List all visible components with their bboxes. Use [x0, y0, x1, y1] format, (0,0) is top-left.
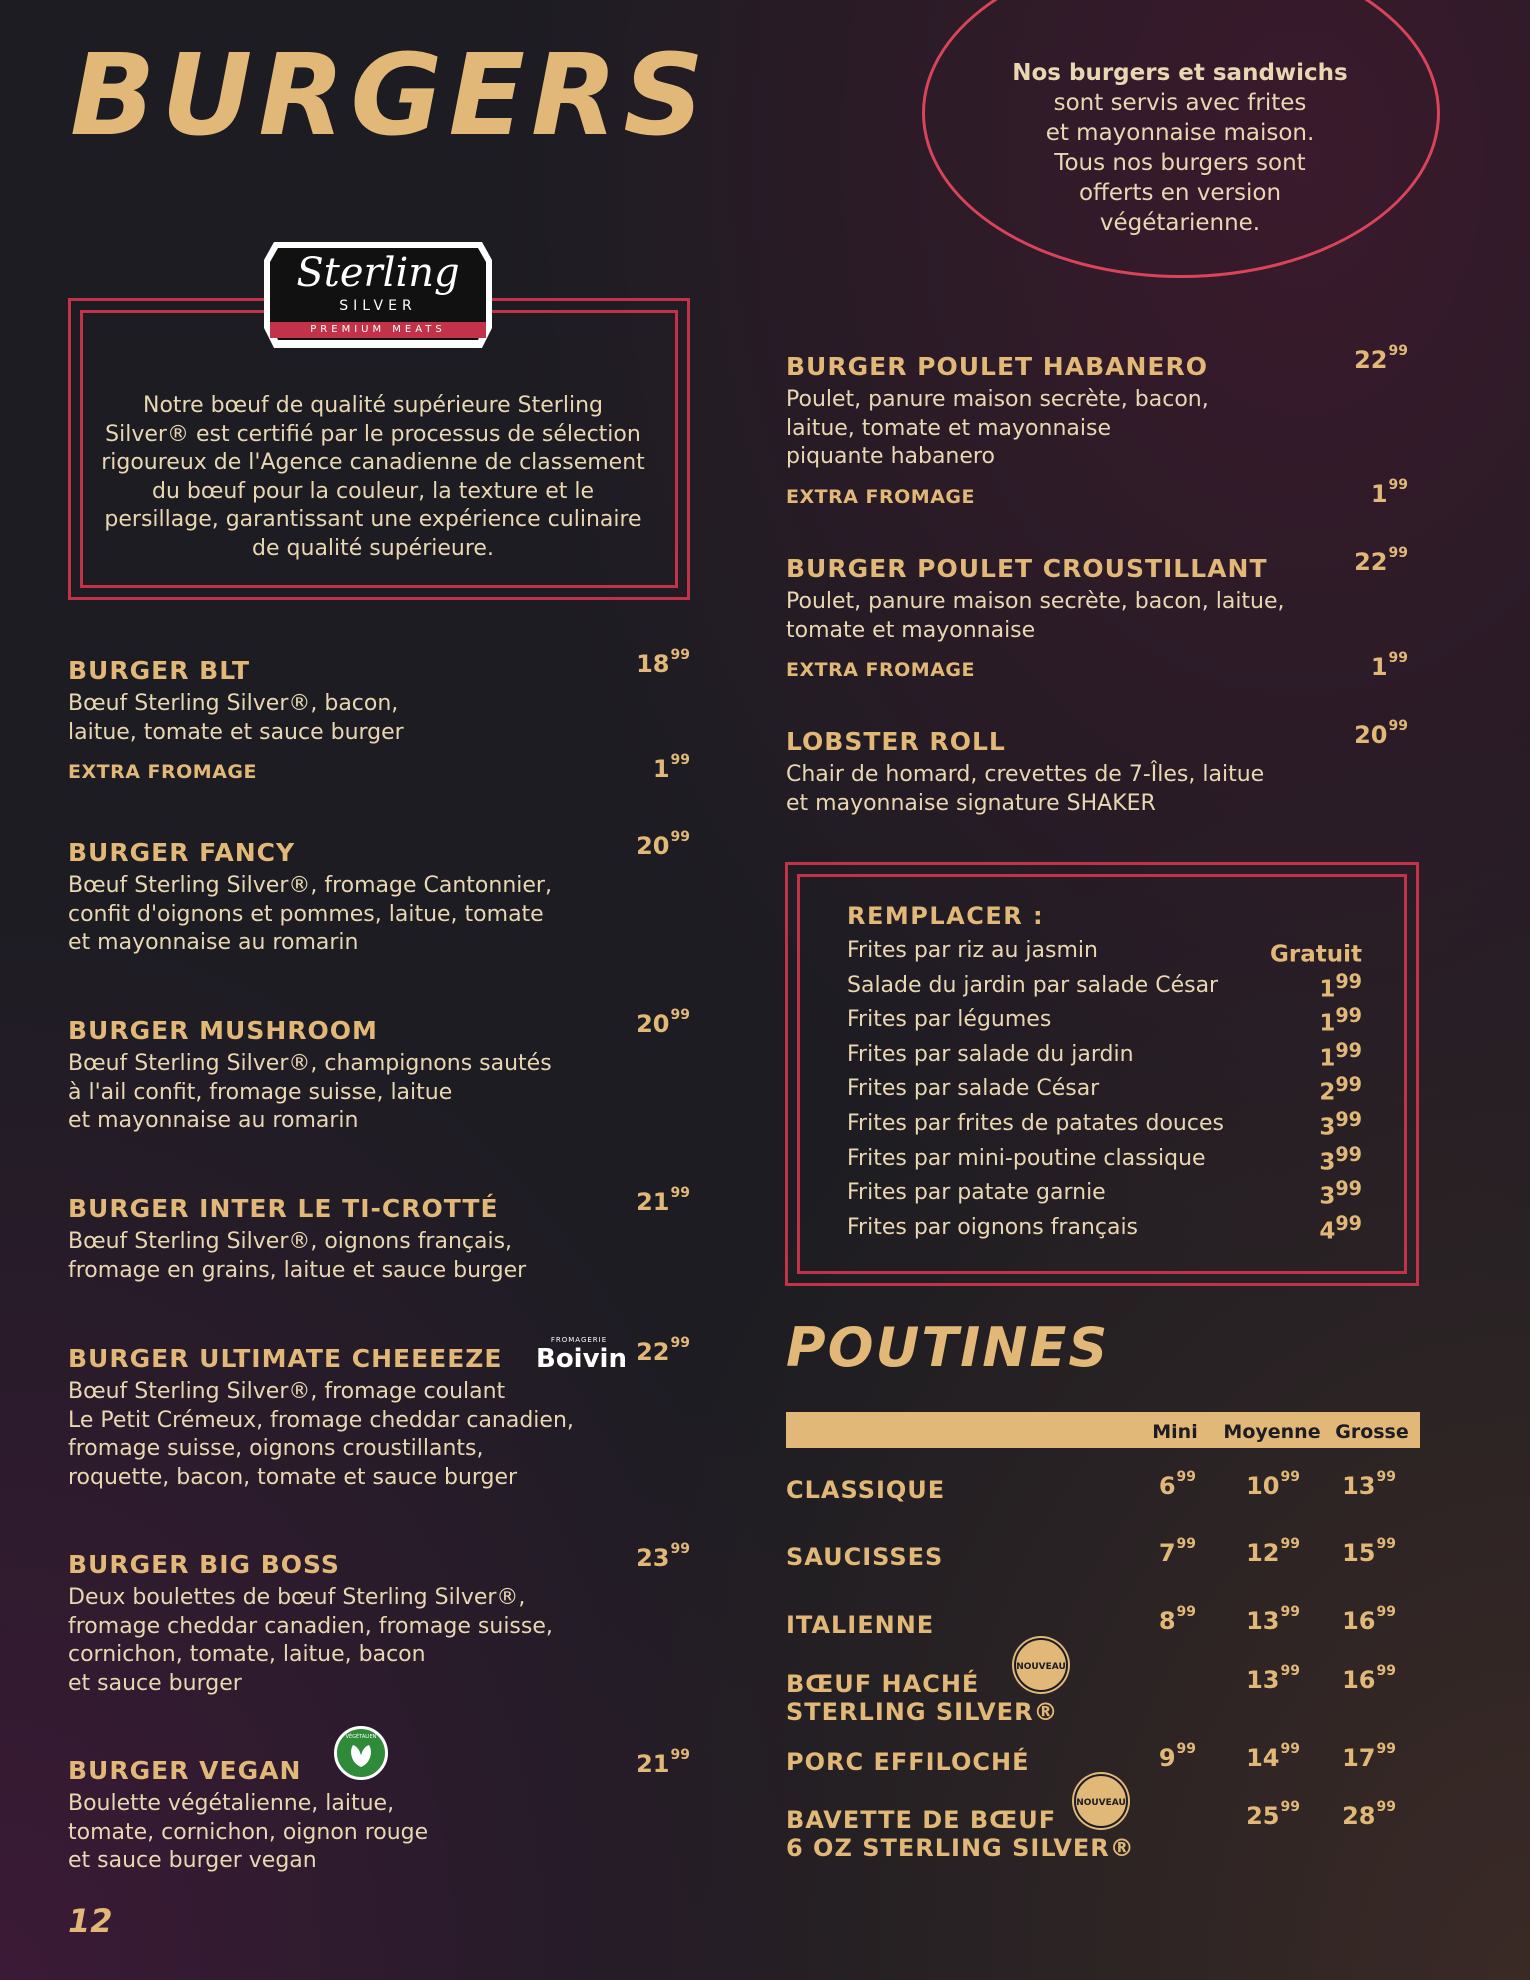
price-moyenne [1216, 1799, 1300, 1830]
extra-fromage-label: EXTRA FROMAGE [786, 659, 975, 681]
price-dollars: 12 [1246, 1539, 1280, 1567]
item-desc-line: fromage en grains, laitue et sauce burger [68, 1257, 527, 1283]
price-cents: 99 [1280, 1604, 1300, 1620]
info-circle-text [990, 58, 1370, 238]
vegan-leaf-icon [334, 1726, 388, 1780]
item-desc-line: piquante habanero [786, 444, 995, 469]
item-price [600, 1747, 690, 1778]
price-mini [1130, 1741, 1196, 1772]
price-dollars: 21 [636, 1750, 670, 1778]
item-name: BURGER FANCY [68, 838, 296, 867]
price-dollars: Gratuit [1270, 941, 1362, 968]
remplacer-option: Frites par frites de patates douces [847, 1111, 1224, 1136]
item-desc-line: tomate et mayonnaise [786, 617, 1036, 643]
price-dollars: 20 [636, 832, 670, 860]
price-dollars: 21 [636, 1188, 670, 1216]
item-desc-line: Bœuf Sterling Silver®, fromage Cantonnier, [68, 873, 552, 898]
price-dollars: 1 [1319, 1045, 1336, 1072]
extra-fromage-label: EXTRA FROMAGE [68, 761, 257, 783]
nouveau-badge: NOUVEAU [1074, 1774, 1128, 1828]
item-price [600, 1007, 690, 1038]
price-cents: 99 [670, 1747, 690, 1763]
item-desc-line: tomate, cornichon, oignon rouge [68, 1819, 429, 1845]
extra-fromage-label: EXTRA FROMAGE [786, 485, 975, 508]
item-desc-line: fromage cheddar canadien, fromage suisse, [68, 1613, 553, 1639]
vegan-badge-text: VÉGÉTALIEN [345, 1734, 377, 1740]
item-name: BURGER MUSHROOM [68, 1016, 378, 1045]
price-cents: 99 [1335, 1177, 1362, 1201]
circle-line: végétarienne. [1099, 210, 1261, 236]
price-cents: 99 [670, 1541, 690, 1557]
poutine-name: 6 OZ STERLING SILVER® [786, 1834, 1135, 1862]
price-cents: 99 [670, 1007, 690, 1023]
price-dollars: 13 [1342, 1472, 1376, 1500]
price-grosse [1316, 1663, 1396, 1694]
extra-fromage-price [600, 752, 690, 783]
price-grosse [1316, 1469, 1396, 1500]
remplacer-price [1230, 935, 1362, 968]
price-cents: 99 [1388, 718, 1408, 734]
item-desc-line: Poulet, panure maison secrète, bacon, laitue, [786, 589, 1285, 614]
col-head-grosse: Grosse [1335, 1421, 1409, 1443]
price-cents: 99 [1335, 969, 1362, 993]
sterling-description: Notre bœuf de qualité supérieure Sterling Silver® est certifié par le processus de sélection rigoureux de l'Agence canadienne de classement du bœuf pour la couleur, la texture et le persillage, garantissant une expérience culinaire de qualité supérieure. [101, 393, 645, 561]
poutines-title: POUTINES [786, 1316, 1110, 1379]
price-cents: 99 [670, 1185, 690, 1201]
item-price [1318, 718, 1408, 749]
price-cents: 99 [1376, 1604, 1396, 1620]
price-cents: 99 [1335, 1004, 1362, 1028]
poutine-name: STERLING SILVER® [786, 1698, 1059, 1726]
price-moyenne [1216, 1741, 1300, 1772]
price-cents: 99 [1388, 545, 1408, 561]
price-cents: 99 [1176, 1741, 1196, 1757]
item-price [1318, 545, 1408, 576]
price-dollars: 20 [1354, 721, 1388, 749]
logo-sub-text: SILVER [339, 298, 417, 314]
price-cents: 99 [1280, 1741, 1300, 1757]
circle-line: Tous nos burgers sont [1054, 150, 1306, 176]
logo-main-text: Sterling [296, 250, 460, 296]
remplacer-price [1230, 1073, 1362, 1106]
price-cents: 99 [1376, 1536, 1396, 1552]
poutine-name: BŒUF HACHÉ [786, 1670, 980, 1698]
remplacer-option: Frites par oignons français [847, 1214, 1139, 1240]
price-dollars: 22 [636, 1338, 670, 1366]
price-dollars: 8 [1158, 1607, 1176, 1635]
price-cents: 99 [670, 752, 690, 768]
page-title: BURGERS [70, 31, 710, 161]
nouveau-badge: NOUVEAU [1014, 1638, 1068, 1692]
remplacer-option: Frites par légumes [847, 1007, 1052, 1033]
poutine-name: BAVETTE DE BŒUF [786, 1806, 1057, 1834]
price-dollars: 18 [636, 650, 670, 678]
item-desc-line: laitue, tomate et sauce burger [68, 719, 404, 745]
boivin-logo-small: FROMAGERIE [550, 1336, 608, 1344]
price-mini [1130, 1604, 1196, 1635]
price-dollars: 1 [1370, 479, 1388, 508]
price-cents: 99 [1280, 1799, 1300, 1815]
price-moyenne [1216, 1604, 1300, 1635]
price-dollars: 4 [1319, 1218, 1336, 1245]
item-desc-line: à l'ail confit, fromage suisse, laitue [68, 1079, 453, 1105]
poutine-name: CLASSIQUE [786, 1476, 946, 1504]
price-dollars: 13 [1246, 1607, 1280, 1635]
remplacer-price [1230, 1108, 1362, 1141]
price-cents: 99 [1280, 1663, 1300, 1679]
poutine-name: PORC EFFILOCHÉ [786, 1748, 1030, 1776]
price-dollars: 20 [636, 1010, 670, 1038]
item-desc-line: laitue, tomate et mayonnaise [786, 415, 1111, 441]
item-desc-line: Bœuf Sterling Silver®, bacon, [68, 691, 399, 716]
item-desc-line: Deux boulettes de bœuf Sterling Silver®, [68, 1585, 526, 1610]
remplacer-price [1230, 1212, 1362, 1245]
price-cents: 99 [1388, 650, 1408, 666]
boivin-logo [536, 1336, 627, 1380]
extra-fromage-price [1318, 476, 1408, 508]
price-dollars: 3 [1319, 1183, 1336, 1210]
item-desc-line: fromage suisse, oignons croustillants, [68, 1436, 484, 1461]
price-dollars: 13 [1246, 1666, 1280, 1694]
remplacer-price [1230, 1143, 1362, 1176]
price-cents: 99 [1376, 1741, 1396, 1757]
price-moyenne [1216, 1663, 1300, 1694]
boivin-logo-text: Boivin [536, 1344, 627, 1374]
remplacer-price [1230, 970, 1362, 1003]
item-desc-line: roquette, bacon, tomate et sauce burger [68, 1464, 518, 1490]
sterling-silver-logo [262, 240, 494, 350]
price-cents: 99 [1176, 1469, 1196, 1485]
remplacer-option: Frites par mini-poutine classique [847, 1145, 1206, 1171]
circle-line: sont servis avec frites [1053, 90, 1307, 116]
item-price [600, 647, 690, 678]
price-dollars: 9 [1158, 1744, 1176, 1772]
item-desc-line: et sauce burger vegan [68, 1848, 317, 1873]
price-dollars: 15 [1342, 1539, 1376, 1567]
price-grosse [1316, 1799, 1396, 1830]
price-cents: 99 [670, 647, 690, 663]
price-cents: 99 [1376, 1663, 1396, 1679]
item-name: LOBSTER ROLL [786, 727, 1006, 756]
price-dollars: 23 [636, 1544, 670, 1572]
item-desc-line: confit d'oignons et pommes, laitue, tomate [68, 901, 544, 927]
price-cents: 99 [1335, 1211, 1362, 1235]
page-number: 12 [68, 1902, 113, 1940]
item-desc-line: Boulette végétalienne, laitue, [68, 1791, 395, 1816]
remplacer-price [1230, 1004, 1362, 1037]
price-mini [1130, 1469, 1196, 1500]
price-dollars: 25 [1246, 1802, 1280, 1830]
price-cents: 99 [1335, 1108, 1362, 1131]
price-dollars: 16 [1342, 1607, 1376, 1635]
item-desc-line: Bœuf Sterling Silver®, fromage coulant [68, 1379, 506, 1404]
remplacer-option: Frites par riz au jasmin [847, 938, 1098, 963]
price-cents: 99 [1388, 343, 1408, 359]
col-head-mini: Mini [1152, 1421, 1198, 1443]
item-name: BURGER BIG BOSS [68, 1550, 340, 1579]
price-cents: 99 [670, 829, 690, 845]
price-cents: 99 [1280, 1469, 1300, 1485]
price-cents: 99 [1376, 1799, 1396, 1815]
item-price [600, 1185, 690, 1216]
price-dollars: 1 [652, 755, 670, 783]
price-cents: 99 [670, 1335, 690, 1351]
item-desc-line: cornichon, tomate, laitue, bacon [68, 1642, 426, 1667]
item-name: BURGER INTER LE TI-CROTTÉ [68, 1194, 499, 1223]
price-dollars: 16 [1342, 1666, 1376, 1694]
price-grosse [1316, 1536, 1396, 1567]
remplacer-option: Frites par salade César [847, 1076, 1100, 1102]
price-dollars: 1 [1370, 653, 1388, 681]
item-desc-line: et sauce burger [68, 1670, 242, 1696]
price-dollars: 14 [1246, 1744, 1280, 1772]
item-name: BURGER POULET CROUSTILLANT [786, 554, 1268, 583]
circle-line: et mayonnaise maison. [1045, 120, 1315, 146]
item-desc-line: Bœuf Sterling Silver®, oignons français, [68, 1229, 513, 1254]
item-desc-line: et mayonnaise au romarin [68, 1108, 359, 1133]
extra-fromage-price [1318, 650, 1408, 681]
item-desc-line: Poulet, panure maison secrète, bacon, [786, 387, 1209, 412]
item-name: BURGER BLT [68, 656, 251, 685]
price-grosse [1316, 1604, 1396, 1635]
price-cents: 99 [1280, 1536, 1300, 1552]
poutines-header-bar [786, 1412, 1420, 1448]
remplacer-option: Salade du jardin par salade César [847, 972, 1219, 998]
price-dollars: 1 [1319, 1010, 1336, 1037]
col-head-moyenne: Moyenne [1223, 1421, 1321, 1443]
poutine-name: SAUCISSES [786, 1543, 944, 1571]
item-price [600, 1541, 690, 1572]
price-dollars: 22 [1354, 548, 1388, 576]
price-moyenne [1216, 1536, 1300, 1567]
price-dollars: 3 [1319, 1149, 1336, 1176]
circle-line: offerts en version [1078, 180, 1282, 206]
remplacer-option: Frites par salade du jardin [847, 1041, 1134, 1067]
remplacer-price [1230, 1039, 1362, 1072]
price-cents: 99 [1335, 1038, 1362, 1062]
item-desc-line: et mayonnaise au romarin [68, 930, 359, 955]
price-dollars: 6 [1158, 1472, 1176, 1500]
price-dollars: 3 [1319, 1114, 1336, 1141]
price-dollars: 2 [1319, 1080, 1336, 1107]
item-desc-line: Chair de homard, crevettes de 7-Îles, laitue [786, 762, 1265, 787]
price-cents: 99 [1335, 1142, 1362, 1166]
price-cents: 99 [1176, 1536, 1196, 1552]
remplacer-option: Frites par patate garnie [847, 1180, 1106, 1206]
price-dollars: 17 [1342, 1744, 1376, 1772]
item-desc-line: et mayonnaise signature SHAKER [786, 790, 1156, 816]
item-price [1318, 343, 1408, 374]
item-name: BURGER VEGAN [68, 1756, 302, 1785]
item-desc-line: Bœuf Sterling Silver®, champignons sautés [68, 1051, 552, 1076]
price-cents: 99 [1388, 476, 1408, 493]
price-dollars: 22 [1354, 346, 1388, 374]
price-dollars: 7 [1158, 1539, 1176, 1567]
poutine-name: ITALIENNE [786, 1611, 935, 1639]
price-grosse [1316, 1741, 1396, 1772]
logo-band-text: PREMIUM MEATS [310, 324, 446, 335]
price-mini [1130, 1536, 1196, 1567]
price-moyenne [1216, 1469, 1300, 1500]
remplacer-price [1230, 1177, 1362, 1210]
price-cents: 99 [1335, 1073, 1362, 1097]
item-name: BURGER ULTIMATE CHEEEEZE [68, 1344, 503, 1373]
item-name: BURGER POULET HABANERO [786, 352, 1208, 381]
item-price [600, 829, 690, 860]
price-dollars: 28 [1342, 1802, 1376, 1830]
price-dollars: 1 [1319, 976, 1336, 1003]
price-cents: 99 [1176, 1604, 1196, 1620]
remplacer-title: REMPLACER : [847, 902, 1045, 930]
price-cents: 99 [1376, 1469, 1396, 1485]
circle-line: Nos burgers et sandwichs [1012, 60, 1348, 86]
item-desc-line: Le Petit Crémeux, fromage cheddar canadien, [68, 1407, 574, 1433]
price-dollars: 10 [1246, 1472, 1280, 1500]
